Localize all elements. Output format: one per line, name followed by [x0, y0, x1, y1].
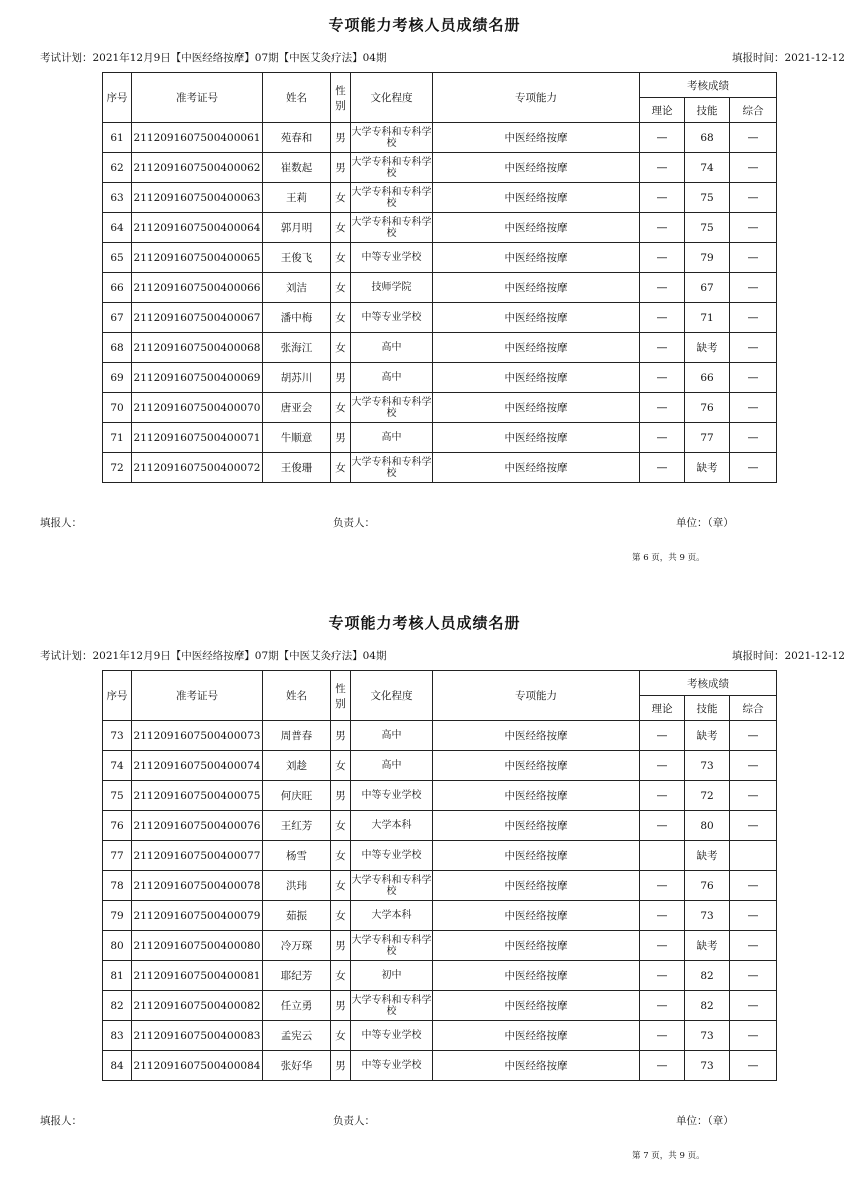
cell-ticket: 2112091607500400063 [132, 183, 263, 213]
cell-practice: 缺考 [685, 721, 730, 751]
cell-overall: — [730, 123, 777, 153]
cell-gender: 男 [331, 423, 351, 453]
cell-skill: 中医经络按摩 [433, 961, 640, 991]
header-practice: 技能 [685, 696, 730, 721]
cell-seq: 75 [103, 781, 132, 811]
cell-overall: — [730, 871, 777, 901]
cell-overall: — [730, 811, 777, 841]
table-row [103, 811, 777, 841]
cell-education: 大学本科 [351, 811, 433, 841]
cell-skill: 中医经络按摩 [433, 363, 640, 393]
cell-theory: — [640, 931, 685, 961]
cell-education: 中等专业学校 [351, 841, 433, 871]
table-row [103, 453, 777, 483]
cell-overall: — [730, 183, 777, 213]
cell-theory: — [640, 961, 685, 991]
cell-ticket: 2112091607500400080 [132, 931, 263, 961]
cell-theory: — [640, 273, 685, 303]
header-theory: 理论 [640, 98, 685, 123]
cell-gender: 男 [331, 721, 351, 751]
header-practice: 技能 [685, 98, 730, 123]
cell-theory: — [640, 811, 685, 841]
cell-name: 任立勇 [263, 991, 331, 1021]
cell-ticket: 2112091607500400082 [132, 991, 263, 1021]
cell-gender: 女 [331, 453, 351, 483]
cell-seq: 76 [103, 811, 132, 841]
cell-seq: 65 [103, 243, 132, 273]
cell-education: 中等专业学校 [351, 243, 433, 273]
cell-practice: 76 [685, 393, 730, 423]
table-row [103, 273, 777, 303]
cell-skill: 中医经络按摩 [433, 991, 640, 1021]
cell-education: 大学专科和专科学校 [351, 153, 433, 183]
page-title: 专项能力考核人员成绩名册 [328, 614, 521, 632]
cell-ticket: 2112091607500400065 [132, 243, 263, 273]
cell-theory: — [640, 123, 685, 153]
cell-practice: 缺考 [685, 333, 730, 363]
cell-practice: 73 [685, 901, 730, 931]
cell-practice: 66 [685, 363, 730, 393]
table-row [103, 871, 777, 901]
cell-gender: 女 [331, 213, 351, 243]
exam-plan: 考试计划：2021年12月9日【中医经络按摩】07期【中医艾灸疗法】04期 [40, 650, 387, 662]
cell-seq: 73 [103, 721, 132, 751]
cell-education: 大学专科和专科学校 [351, 871, 433, 901]
cell-overall: — [730, 781, 777, 811]
cell-practice: 缺考 [685, 841, 730, 871]
cell-skill: 中医经络按摩 [433, 721, 640, 751]
cell-skill: 中医经络按摩 [433, 183, 640, 213]
cell-name: 杨雪 [263, 841, 331, 871]
cell-theory: — [640, 781, 685, 811]
header-ticket: 准考证号 [132, 671, 263, 721]
score-table [102, 670, 777, 1081]
cell-ticket: 2112091607500400079 [132, 901, 263, 931]
cell-ticket: 2112091607500400077 [132, 841, 263, 871]
header-skill: 专项能力 [433, 73, 640, 123]
header-education: 文化程度 [351, 73, 433, 123]
cell-name: 茹振 [263, 901, 331, 931]
cell-theory [640, 841, 685, 871]
header-education: 文化程度 [351, 671, 433, 721]
cell-gender: 男 [331, 153, 351, 183]
cell-education: 高中 [351, 423, 433, 453]
footer-responsible: 负责人： [333, 1115, 375, 1127]
cell-theory: — [640, 303, 685, 333]
cell-skill: 中医经络按摩 [433, 303, 640, 333]
cell-overall: — [730, 453, 777, 483]
cell-theory: — [640, 333, 685, 363]
cell-name: 牛顺意 [263, 423, 331, 453]
cell-overall: — [730, 363, 777, 393]
footer-unit: 单位：（章） [676, 517, 734, 529]
cell-name: 张好华 [263, 1051, 331, 1081]
table-row [103, 363, 777, 393]
cell-seq: 72 [103, 453, 132, 483]
cell-education: 高中 [351, 751, 433, 781]
exam-plan: 考试计划：2021年12月9日【中医经络按摩】07期【中医艾灸疗法】04期 [40, 52, 387, 64]
cell-overall: — [730, 333, 777, 363]
cell-practice: 72 [685, 781, 730, 811]
cell-overall: — [730, 303, 777, 333]
cell-practice: 74 [685, 153, 730, 183]
cell-skill: 中医经络按摩 [433, 901, 640, 931]
cell-overall: — [730, 273, 777, 303]
table-row [103, 123, 777, 153]
cell-education: 初中 [351, 961, 433, 991]
cell-education: 中等专业学校 [351, 303, 433, 333]
cell-practice: 77 [685, 423, 730, 453]
cell-seq: 70 [103, 393, 132, 423]
page-title: 专项能力考核人员成绩名册 [328, 16, 521, 34]
cell-ticket: 2112091607500400066 [132, 273, 263, 303]
cell-gender: 男 [331, 123, 351, 153]
cell-education: 高中 [351, 333, 433, 363]
footer-unit: 单位：（章） [676, 1115, 734, 1127]
cell-ticket: 2112091607500400072 [132, 453, 263, 483]
table-row [103, 751, 777, 781]
cell-seq: 80 [103, 931, 132, 961]
cell-theory: — [640, 751, 685, 781]
cell-skill: 中医经络按摩 [433, 333, 640, 363]
cell-ticket: 2112091607500400073 [132, 721, 263, 751]
page-number: 第 7 页，共 9 页。 [632, 1151, 705, 1161]
cell-practice: 80 [685, 811, 730, 841]
cell-skill: 中医经络按摩 [433, 931, 640, 961]
cell-theory: — [640, 423, 685, 453]
cell-name: 冷万琛 [263, 931, 331, 961]
cell-theory: — [640, 153, 685, 183]
cell-theory: — [640, 1051, 685, 1081]
cell-overall: — [730, 961, 777, 991]
cell-gender: 女 [331, 393, 351, 423]
cell-name: 崔数起 [263, 153, 331, 183]
cell-practice: 73 [685, 1021, 730, 1051]
cell-ticket: 2112091607500400078 [132, 871, 263, 901]
cell-ticket: 2112091607500400070 [132, 393, 263, 423]
cell-practice: 73 [685, 1051, 730, 1081]
header-score-group: 考核成绩 [640, 671, 777, 696]
header-gender: 性别 [331, 671, 351, 721]
header-score-group: 考核成绩 [640, 73, 777, 98]
cell-theory: — [640, 393, 685, 423]
cell-seq: 64 [103, 213, 132, 243]
cell-overall: — [730, 931, 777, 961]
cell-gender: 男 [331, 991, 351, 1021]
cell-theory: — [640, 243, 685, 273]
cell-name: 刘趁 [263, 751, 331, 781]
cell-education: 中等专业学校 [351, 781, 433, 811]
table-row [103, 423, 777, 453]
cell-name: 王俊珊 [263, 453, 331, 483]
cell-skill: 中医经络按摩 [433, 841, 640, 871]
cell-gender: 女 [331, 243, 351, 273]
cell-ticket: 2112091607500400062 [132, 153, 263, 183]
cell-gender: 女 [331, 901, 351, 931]
cell-name: 周普春 [263, 721, 331, 751]
cell-ticket: 2112091607500400067 [132, 303, 263, 333]
table-row [103, 901, 777, 931]
cell-skill: 中医经络按摩 [433, 871, 640, 901]
roster-page [0, 598, 849, 1190]
cell-gender: 女 [331, 841, 351, 871]
footer-responsible: 负责人： [333, 517, 375, 529]
cell-education: 大学专科和专科学校 [351, 123, 433, 153]
cell-name: 何庆旺 [263, 781, 331, 811]
cell-ticket: 2112091607500400064 [132, 213, 263, 243]
cell-skill: 中医经络按摩 [433, 153, 640, 183]
cell-gender: 女 [331, 183, 351, 213]
header-overall: 综合 [730, 696, 777, 721]
table-row [103, 153, 777, 183]
cell-gender: 男 [331, 363, 351, 393]
table-row [103, 183, 777, 213]
cell-education: 高中 [351, 363, 433, 393]
cell-theory: — [640, 721, 685, 751]
cell-seq: 77 [103, 841, 132, 871]
cell-skill: 中医经络按摩 [433, 751, 640, 781]
page-number: 第 6 页，共 9 页。 [632, 553, 705, 563]
cell-overall: — [730, 1051, 777, 1081]
header-skill: 专项能力 [433, 671, 640, 721]
cell-name: 刘洁 [263, 273, 331, 303]
cell-skill: 中医经络按摩 [433, 1021, 640, 1051]
cell-gender: 男 [331, 1051, 351, 1081]
cell-practice: 82 [685, 961, 730, 991]
cell-education: 技师学院 [351, 273, 433, 303]
cell-practice: 缺考 [685, 453, 730, 483]
cell-ticket: 2112091607500400071 [132, 423, 263, 453]
table-row [103, 781, 777, 811]
cell-gender: 女 [331, 871, 351, 901]
cell-name: 潘中梅 [263, 303, 331, 333]
cell-skill: 中医经络按摩 [433, 273, 640, 303]
cell-gender: 男 [331, 781, 351, 811]
table-row [103, 1021, 777, 1051]
cell-name: 郭月明 [263, 213, 331, 243]
fill-time: 填报时间：2021-12-12 [731, 650, 845, 662]
cell-ticket: 2112091607500400068 [132, 333, 263, 363]
cell-skill: 中医经络按摩 [433, 393, 640, 423]
cell-education: 中等专业学校 [351, 1021, 433, 1051]
cell-education: 大学专科和专科学校 [351, 453, 433, 483]
cell-seq: 69 [103, 363, 132, 393]
cell-gender: 女 [331, 751, 351, 781]
cell-overall: — [730, 901, 777, 931]
cell-skill: 中医经络按摩 [433, 123, 640, 153]
cell-name: 王红芳 [263, 811, 331, 841]
cell-theory: — [640, 991, 685, 1021]
cell-name: 王俊飞 [263, 243, 331, 273]
table-row [103, 243, 777, 273]
table-row [103, 303, 777, 333]
cell-education: 大学专科和专科学校 [351, 213, 433, 243]
cell-seq: 61 [103, 123, 132, 153]
cell-seq: 62 [103, 153, 132, 183]
cell-gender: 男 [331, 931, 351, 961]
cell-name: 耶纪芳 [263, 961, 331, 991]
cell-skill: 中医经络按摩 [433, 243, 640, 273]
cell-skill: 中医经络按摩 [433, 781, 640, 811]
cell-overall: — [730, 153, 777, 183]
cell-seq: 83 [103, 1021, 132, 1051]
cell-ticket: 2112091607500400061 [132, 123, 263, 153]
header-theory: 理论 [640, 696, 685, 721]
cell-theory: — [640, 363, 685, 393]
cell-skill: 中医经络按摩 [433, 1051, 640, 1081]
cell-name: 王莉 [263, 183, 331, 213]
table-row [103, 991, 777, 1021]
cell-ticket: 2112091607500400084 [132, 1051, 263, 1081]
cell-education: 中等专业学校 [351, 1051, 433, 1081]
cell-name: 胡苏川 [263, 363, 331, 393]
table-row [103, 1051, 777, 1081]
cell-name: 苑春和 [263, 123, 331, 153]
cell-overall: — [730, 751, 777, 781]
cell-overall: — [730, 243, 777, 273]
cell-theory: — [640, 901, 685, 931]
cell-seq: 63 [103, 183, 132, 213]
cell-ticket: 2112091607500400075 [132, 781, 263, 811]
fill-time: 填报时间：2021-12-12 [731, 52, 845, 64]
table-row [103, 721, 777, 751]
cell-practice: 73 [685, 751, 730, 781]
cell-skill: 中医经络按摩 [433, 453, 640, 483]
cell-theory: — [640, 213, 685, 243]
cell-gender: 女 [331, 1021, 351, 1051]
table-row [103, 841, 777, 871]
header-ticket: 准考证号 [132, 73, 263, 123]
cell-seq: 74 [103, 751, 132, 781]
cell-theory: — [640, 183, 685, 213]
cell-practice: 缺考 [685, 931, 730, 961]
cell-education: 大学专科和专科学校 [351, 931, 433, 961]
cell-practice: 76 [685, 871, 730, 901]
cell-seq: 81 [103, 961, 132, 991]
cell-ticket: 2112091607500400074 [132, 751, 263, 781]
cell-overall: — [730, 213, 777, 243]
footer-reporter: 填报人： [40, 517, 82, 529]
cell-gender: 女 [331, 811, 351, 841]
cell-theory: — [640, 1021, 685, 1051]
footer-reporter: 填报人： [40, 1115, 82, 1127]
header-seq: 序号 [103, 671, 132, 721]
cell-overall: — [730, 1021, 777, 1051]
cell-ticket: 2112091607500400083 [132, 1021, 263, 1051]
cell-education: 大学专科和专科学校 [351, 393, 433, 423]
cell-seq: 79 [103, 901, 132, 931]
table-row [103, 961, 777, 991]
cell-education: 大学专科和专科学校 [351, 991, 433, 1021]
cell-gender: 女 [331, 273, 351, 303]
header-name: 姓名 [263, 73, 331, 123]
cell-practice: 82 [685, 991, 730, 1021]
cell-name: 唐亚会 [263, 393, 331, 423]
cell-practice: 67 [685, 273, 730, 303]
cell-gender: 女 [331, 303, 351, 333]
cell-skill: 中医经络按摩 [433, 423, 640, 453]
cell-seq: 68 [103, 333, 132, 363]
cell-overall: — [730, 423, 777, 453]
cell-education: 大学专科和专科学校 [351, 183, 433, 213]
cell-seq: 67 [103, 303, 132, 333]
cell-overall: — [730, 393, 777, 423]
cell-practice: 75 [685, 213, 730, 243]
cell-ticket: 2112091607500400076 [132, 811, 263, 841]
cell-seq: 84 [103, 1051, 132, 1081]
cell-ticket: 2112091607500400069 [132, 363, 263, 393]
cell-education: 大学本科 [351, 901, 433, 931]
cell-theory: — [640, 871, 685, 901]
table-row [103, 333, 777, 363]
table-row [103, 213, 777, 243]
cell-seq: 71 [103, 423, 132, 453]
header-seq: 序号 [103, 73, 132, 123]
roster-page [0, 0, 849, 592]
cell-practice: 68 [685, 123, 730, 153]
cell-gender: 女 [331, 333, 351, 363]
table-row [103, 393, 777, 423]
cell-seq: 82 [103, 991, 132, 1021]
cell-seq: 78 [103, 871, 132, 901]
cell-theory: — [640, 453, 685, 483]
header-gender: 性别 [331, 73, 351, 123]
cell-name: 张海江 [263, 333, 331, 363]
cell-name: 孟宪云 [263, 1021, 331, 1051]
table-row [103, 931, 777, 961]
score-table [102, 72, 777, 483]
cell-overall: — [730, 721, 777, 751]
cell-gender: 女 [331, 961, 351, 991]
cell-practice: 79 [685, 243, 730, 273]
cell-overall [730, 841, 777, 871]
cell-ticket: 2112091607500400081 [132, 961, 263, 991]
cell-overall: — [730, 991, 777, 1021]
cell-skill: 中医经络按摩 [433, 811, 640, 841]
cell-practice: 71 [685, 303, 730, 333]
cell-seq: 66 [103, 273, 132, 303]
cell-skill: 中医经络按摩 [433, 213, 640, 243]
header-overall: 综合 [730, 98, 777, 123]
cell-education: 高中 [351, 721, 433, 751]
header-name: 姓名 [263, 671, 331, 721]
cell-practice: 75 [685, 183, 730, 213]
cell-name: 洪玮 [263, 871, 331, 901]
